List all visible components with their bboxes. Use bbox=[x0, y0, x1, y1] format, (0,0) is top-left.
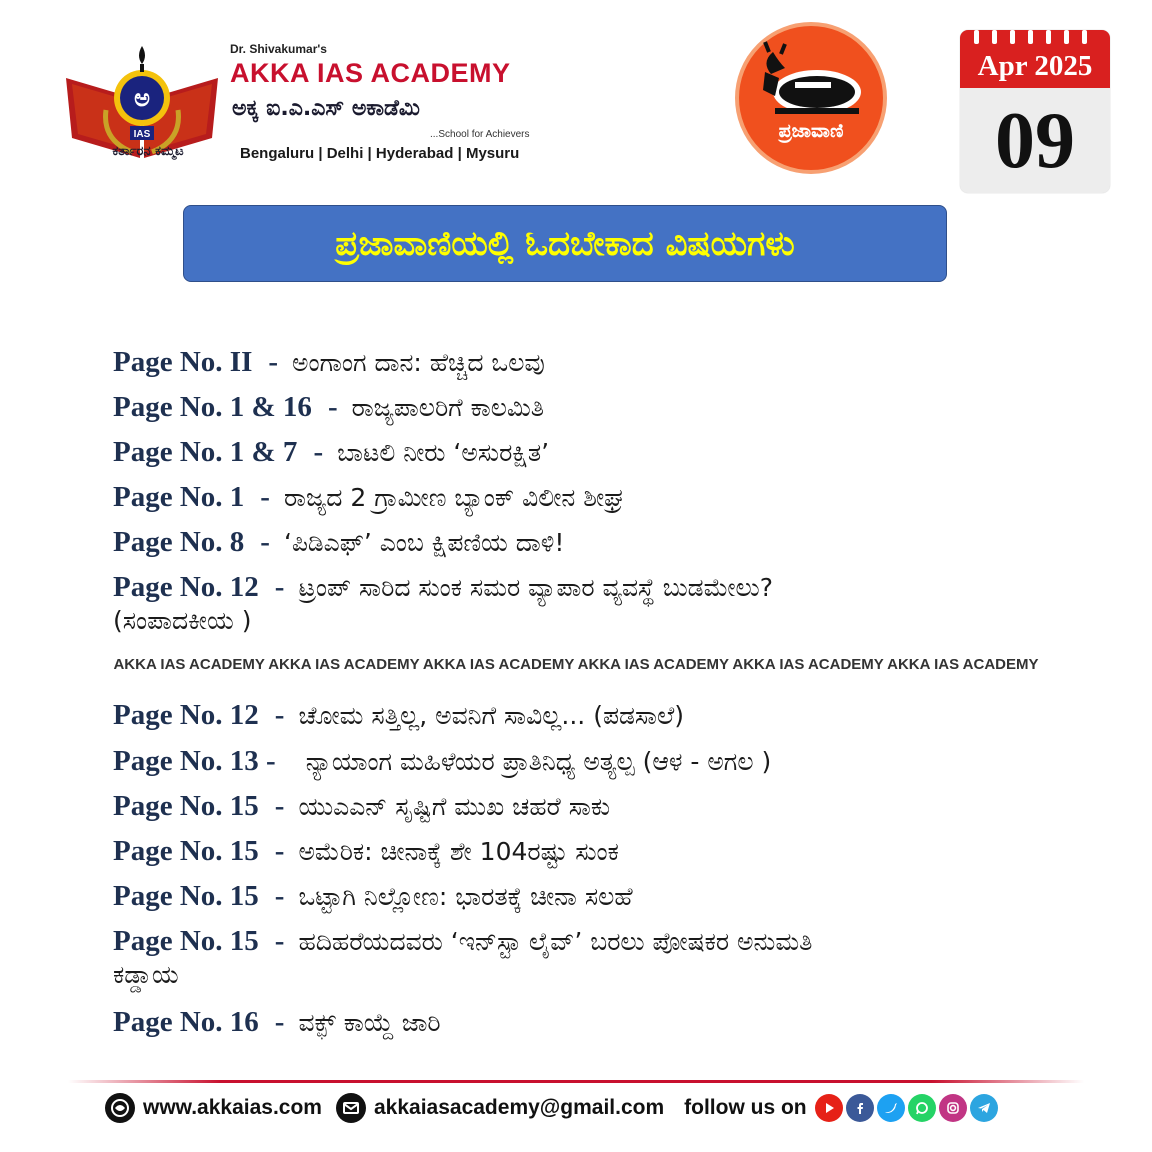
date-calendar bbox=[960, 30, 1110, 193]
email-link[interactable]: akkaiasacademy@gmail.com bbox=[373, 1096, 665, 1119]
page-number: Page No. 1 & 7 bbox=[113, 436, 298, 468]
brand-title: AKKA IAS ACADEMY bbox=[230, 58, 511, 88]
separator: - bbox=[327, 391, 338, 423]
page-number: Page No. 1 bbox=[113, 481, 245, 513]
list-item bbox=[113, 699, 1093, 732]
article-title: ಹದಿಹರೆಯದವರು ‘ಇನ್‌ಸ್ಟಾ ಲೈವ್’ ಬರಲು ಪೋಷಕರ ಅನುಮತಿ bbox=[298, 927, 813, 956]
article-title: ‘ಪಿಡಿಎಫ್’ ಎಂಬ ಕ್ಷಿಪಣಿಯ ದಾಳಿ! bbox=[283, 528, 565, 557]
article-title: ಅಮೆರಿಕ: ಚೀನಾಕ್ಕೆ ಶೇ 104ರಷ್ಟು ಸುಂಕ bbox=[298, 837, 619, 866]
page-number: Page No. 12 bbox=[113, 699, 259, 731]
separator: - bbox=[313, 436, 324, 468]
list-item bbox=[113, 391, 1093, 424]
article-title: ಚೋಮ ಸತ್ತಿಲ್ಲ, ಅವನಿಗೆ ಸಾವಿಲ್ಲ... (ಪಡಸಾಲೆ) bbox=[298, 701, 684, 730]
separator: - bbox=[274, 699, 285, 731]
title-banner bbox=[183, 205, 947, 282]
list-item bbox=[113, 790, 1093, 823]
website-link[interactable]: www.akkaias.com bbox=[143, 1096, 322, 1119]
banner-title: ಪ್ರಜಾವಾಣಿಯಲ್ಲಿ ಓದಬೇಕಾದ ವಿಷಯಗಳು bbox=[335, 223, 795, 264]
twitter-icon[interactable] bbox=[877, 1094, 905, 1122]
separator: - bbox=[274, 1006, 285, 1038]
prajavani-logo bbox=[735, 22, 887, 174]
brand-cities: Bengaluru | Delhi | Hyderabad | Mysuru bbox=[240, 145, 520, 162]
calendar-month-year: Apr 2025 bbox=[977, 50, 1093, 82]
page-number: Page No. 15 bbox=[113, 790, 259, 822]
article-title: ಯುಎಎನ್ ಸೃಷ್ಟಿಗೆ ಮುಖ ಚಹರೆ ಸಾಕು bbox=[298, 792, 611, 821]
list-item bbox=[113, 880, 1093, 913]
page-number: Page No. 8 bbox=[113, 526, 245, 558]
footer bbox=[105, 1093, 1001, 1123]
globe-icon bbox=[105, 1093, 135, 1123]
calendar-rings-icon bbox=[970, 30, 1100, 50]
list-item bbox=[113, 346, 1093, 379]
whatsapp-icon[interactable] bbox=[908, 1094, 936, 1122]
follow-label: follow us on bbox=[684, 1096, 807, 1119]
separator: - bbox=[274, 835, 285, 867]
youtube-icon[interactable] bbox=[815, 1094, 843, 1122]
list-item bbox=[113, 745, 1093, 778]
calendar-day: 09 bbox=[995, 97, 1075, 185]
separator: - bbox=[274, 790, 285, 822]
list-item bbox=[113, 526, 1093, 559]
instagram-icon[interactable] bbox=[939, 1094, 967, 1122]
separator: - bbox=[260, 526, 270, 558]
list-item bbox=[113, 925, 1093, 990]
list-item bbox=[113, 571, 1093, 636]
brand-title-kannada: ಅಕ್ಕ ಐ.ಎ.ಎಸ್ ಅಕಾಡೆಮಿ bbox=[232, 96, 420, 121]
page-number: Page No. 13 - bbox=[113, 745, 276, 777]
separator: - bbox=[274, 571, 285, 603]
page-number: Page No. 15 bbox=[113, 880, 259, 912]
page-number: Page No. II bbox=[113, 346, 253, 378]
page-number: Page No. 1 & 16 bbox=[113, 391, 312, 423]
list-item bbox=[113, 481, 1093, 514]
brand-founder: Dr. Shivakumar's bbox=[230, 42, 327, 56]
article-title: ಒಟ್ಟಾಗಿ ನಿಲ್ಲೋಣ: ಭಾರತಕ್ಕೆ ಚೀನಾ ಸಲಹೆ bbox=[298, 882, 633, 911]
newspaper-name: ಪ್ರಜಾವಾಣಿ bbox=[778, 120, 844, 142]
article-title: ರಾಜ್ಯದ 2 ಗ್ರಾಮೀಣ ಬ್ಯಾಂಕ್ ವಿಲೀನ ಶೀಘ್ರ bbox=[283, 483, 625, 512]
brand-motto: ...School for Achievers bbox=[430, 129, 530, 140]
mail-icon bbox=[336, 1093, 366, 1123]
page-number: Page No. 15 bbox=[113, 925, 259, 957]
calendar-header bbox=[960, 30, 1110, 88]
page-number: Page No. 16 bbox=[113, 1006, 259, 1038]
footer-divider bbox=[68, 1080, 1084, 1083]
logo-tagline: ಕರ್ತಾರನ ಕಮ್ಮಟ bbox=[112, 144, 184, 159]
facebook-icon[interactable] bbox=[846, 1094, 874, 1122]
article-title: ಟ್ರಂಪ್ ಸಾರಿದ ಸುಂಕ ಸಮರ ವ್ಯಾಪಾರ ವ್ಯವಸ್ಥೆ ಬುಡಮೇಲು? bbox=[298, 573, 773, 602]
list-item bbox=[113, 1006, 1093, 1039]
separator: - bbox=[268, 346, 279, 378]
article-title-continued: ಕಡ್ಡಾಯ bbox=[113, 960, 179, 989]
article-title: ವಕ್ಫ್ ಕಾಯ್ದೆ ಜಾರಿ bbox=[298, 1008, 441, 1037]
separator: - bbox=[260, 481, 270, 513]
page-number: Page No. 12 bbox=[113, 571, 259, 603]
list-item bbox=[113, 835, 1093, 868]
telegram-icon[interactable] bbox=[970, 1094, 998, 1122]
separator: - bbox=[274, 925, 285, 957]
list-item bbox=[113, 436, 1093, 469]
watermark-strip: AKKA IAS ACADEMY AKKA IAS ACADEMY AKKA IAS ACADEMY AKKA IAS ACADEMY AKKA IAS ACADEMY AKKA IAS ACADEMY bbox=[113, 656, 1039, 673]
logo-badge: IAS bbox=[133, 129, 151, 140]
svg-text:ಅ: ಅ bbox=[134, 84, 150, 112]
article-title: ನ್ಯಾಯಾಂಗ ಮಹಿಳೆಯರ ಪ್ರಾತಿನಿಧ್ಯ ಅತ್ಯಲ್ಪ (ಆಳ - ಅಗಲ ) bbox=[305, 747, 772, 776]
article-title-continued: (ಸಂಪಾದಕೀಯ ) bbox=[113, 606, 252, 635]
article-title: ಅಂಗಾಂಗ ದಾನ: ಹೆಚ್ಚಿದ ಒಲವು bbox=[292, 348, 545, 377]
article-title: ರಾಜ್ಯಪಾಲರಿಗೆ ಕಾಲಮಿತಿ bbox=[351, 393, 545, 422]
article-title: ಬಾಟಲಿ ನೀರು ‘ಅಸುರಕ್ಷಿತ’ bbox=[337, 438, 550, 467]
separator: - bbox=[274, 880, 285, 912]
page-number: Page No. 15 bbox=[113, 835, 259, 867]
